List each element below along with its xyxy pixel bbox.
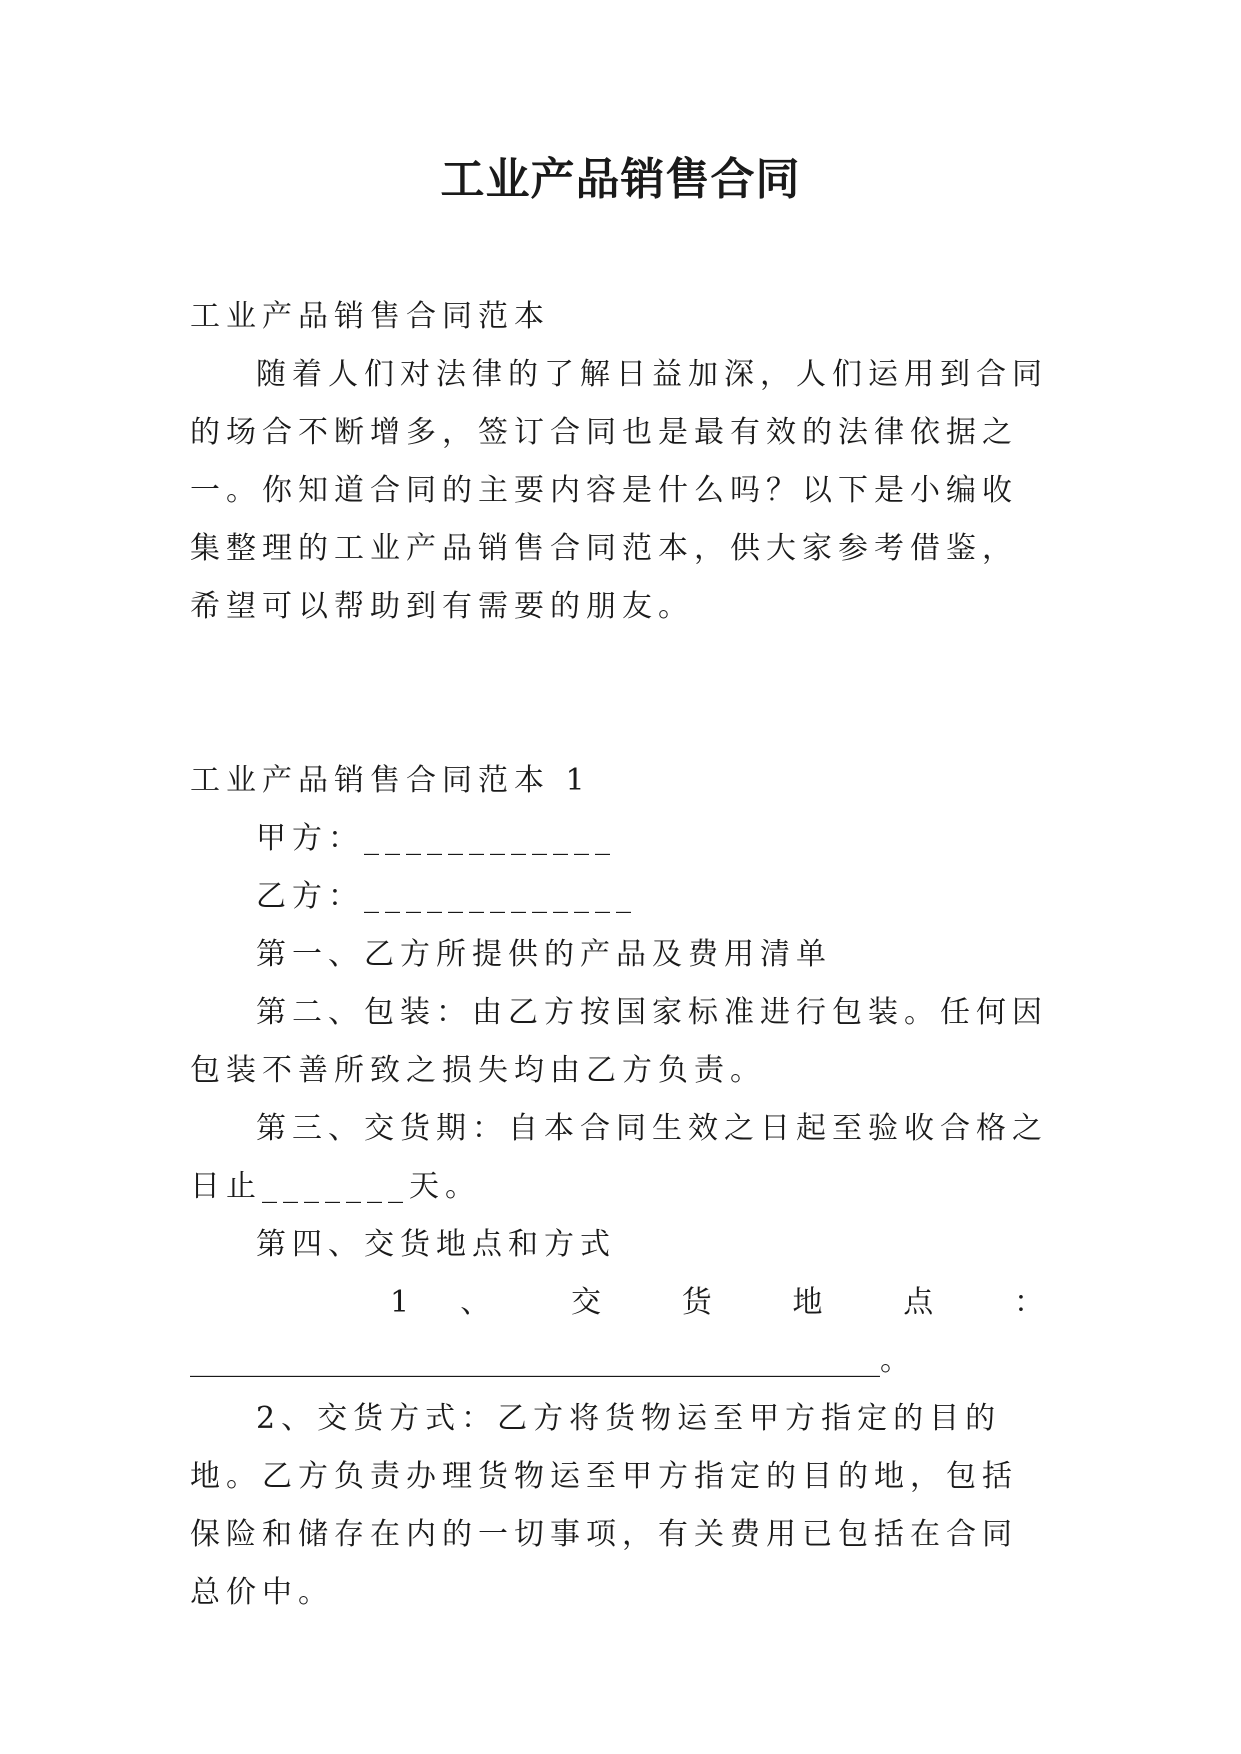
document-title: 工业产品销售合同 <box>440 154 801 205</box>
clause-4-2: 2、交货方式：乙方将货物运至甲方指定的目的地。乙方负责办理货物运至甲方指定的目的地，包括保险和储存在内的一切事项，有关费用已包括在合同总价中。 <box>190 1401 1018 1610</box>
clause-4: 第四、交货地点和方式 <box>256 1227 616 1262</box>
party-a-line: 甲方：____________ <box>256 821 616 856</box>
party-b-line: 乙方：_____________ <box>256 879 637 914</box>
document-body <box>190 288 1050 1622</box>
section-heading: 工业产品销售合同范本 1 <box>190 763 591 798</box>
clause-1: 第一、乙方所提供的产品及费用清单 <box>256 937 832 972</box>
section-spacer <box>190 636 1050 752</box>
clause-3: 第三、交货期：自本合同生效之日起至验收合格之日止_______天。 <box>190 1111 1048 1204</box>
intro-paragraph: 随着人们对法律的了解日益加深，人们运用到合同的场合不断增多，签订合同也是最有效的法律依据之一。你知道合同的主要内容是什么吗？以下是小编收集整理的工业产品销售合同范本，供大家参考借鉴，希望可以帮助到有需要的朋友。 <box>190 357 1048 624</box>
intro-heading: 工业产品销售合同范本 <box>190 299 550 334</box>
clause-4-1-label: 1 、 交 货 地 点 ： <box>390 1285 1050 1320</box>
clause-4-1-blank: ______________________________________________。 <box>190 1343 910 1378</box>
clause-2: 第二、包装：由乙方按国家标准进行包装。任何因包装不善所致之损失均由乙方负责。 <box>190 995 1048 1088</box>
